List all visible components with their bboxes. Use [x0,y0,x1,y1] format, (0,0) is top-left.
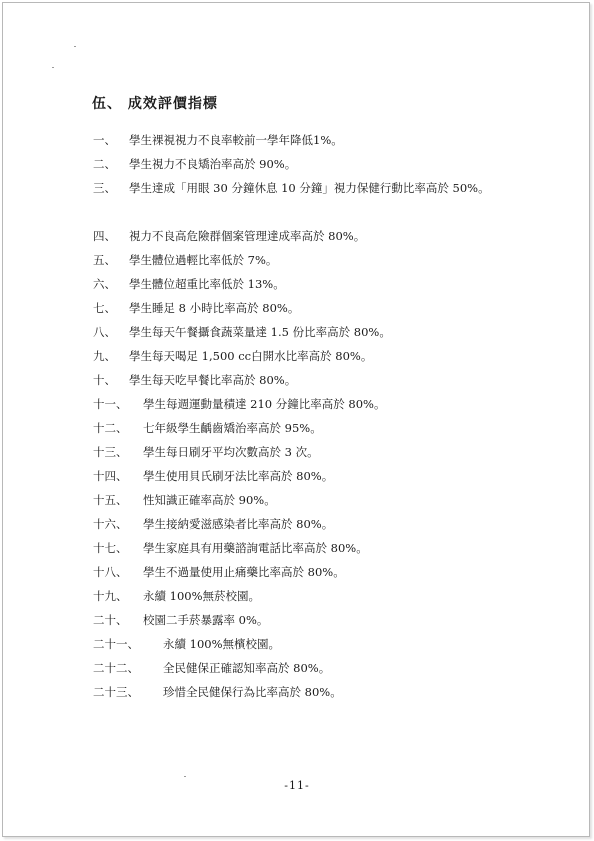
list-item [93,368,533,392]
item-text: 學生達成「用眼 30 分鐘休息 10 分鐘」視力保健行動比率高於 50%。 [129,181,490,195]
item-text: 學生接納愛滋感染者比率高於 80%。 [143,517,334,531]
list-item [93,248,533,272]
list-item [93,464,533,488]
list-item [93,632,533,656]
list-item [93,272,533,296]
evaluation-indicator-list [93,128,533,704]
item-number: 十六、 [93,517,128,531]
list-item [93,152,533,176]
scan-speck [52,67,54,68]
item-number: 十二、 [93,421,128,435]
item-text: 永續 100%無檳校園。 [163,637,281,651]
item-text: 學生體位超重比率低於 13%。 [129,277,285,291]
item-text: 學生體位過輕比率低於 7%。 [129,253,278,267]
item-text: 永續 100%無菸校園。 [143,589,261,603]
page-number: -11- [284,779,310,792]
list-item [93,392,533,416]
item-number: 十四、 [93,469,128,483]
item-number: 二十三、 [93,685,139,699]
item-text: 校園二手菸暴露率 0%。 [143,613,269,627]
item-number: 十一、 [93,397,128,411]
item-text: 學生每天喝足 1,500 cc白開水比率高於 80%。 [129,349,373,363]
item-number: 十三、 [93,445,128,459]
item-number: 七、 [93,301,116,315]
item-number: 二十一、 [93,637,139,651]
item-text: 學生每日刷牙平均次數高於 3 次。 [143,445,319,459]
item-number: 五、 [93,253,116,267]
item-text: 學生睡足 8 小時比率高於 80%。 [129,301,300,315]
list-item [93,416,533,440]
list-item [93,656,533,680]
item-number: 二十二、 [93,661,139,675]
item-text: 性知識正確率高於 90%。 [143,493,276,507]
item-number: 四、 [93,229,116,243]
item-number: 十七、 [93,541,128,555]
list-item [93,536,533,560]
item-number: 六、 [93,277,116,291]
list-item [93,344,533,368]
list-item [93,440,533,464]
item-text: 學生家庭具有用藥諮詢電話比率高於 80%。 [143,541,368,555]
item-number: 三、 [93,181,116,195]
item-number: 九、 [93,349,116,363]
item-text: 學生不過量使用止痛藥比率高於 80%。 [143,565,345,579]
item-number: 一、 [93,133,116,147]
list-item [93,176,533,224]
section-title: 伍、 成效評價指標 [92,96,218,112]
item-text: 學生每天午餐攝食蔬菜量達 1.5 份比率高於 80%。 [129,325,391,339]
item-number: 八、 [93,325,116,339]
item-text: 學生裸視視力不良率較前一學年降低1%。 [129,133,343,147]
list-item [93,296,533,320]
item-number: 二十、 [93,613,128,627]
item-text: 視力不良高危險群個案管理達成率高於 80%。 [129,229,366,243]
list-item [93,560,533,584]
item-text: 學生每週運動量積達 210 分鐘比率高於 80%。 [143,397,386,411]
list-item [93,320,533,344]
list-item [93,512,533,536]
item-number: 十、 [93,373,116,387]
item-text: 全民健保正確認知率高於 80%。 [163,661,331,675]
scan-speck [184,776,186,777]
item-text: 珍惜全民健保行為比率高於 80%。 [163,685,342,699]
list-item [93,224,533,248]
list-item [93,128,533,152]
scan-speck [74,46,76,47]
item-text: 學生使用貝氏刷牙法比率高於 80%。 [143,469,334,483]
item-number: 十九、 [93,589,128,603]
item-number: 十八、 [93,565,128,579]
list-item [93,680,533,704]
item-text: 學生視力不良矯治率高於 90%。 [129,157,297,171]
list-item [93,584,533,608]
list-item [93,608,533,632]
item-text: 學生每天吃早餐比率高於 80%。 [129,373,297,387]
item-number: 十五、 [93,493,128,507]
item-text: 七年級學生齲齒矯治率高於 95%。 [143,421,322,435]
item-number: 二、 [93,157,116,171]
list-item [93,488,533,512]
